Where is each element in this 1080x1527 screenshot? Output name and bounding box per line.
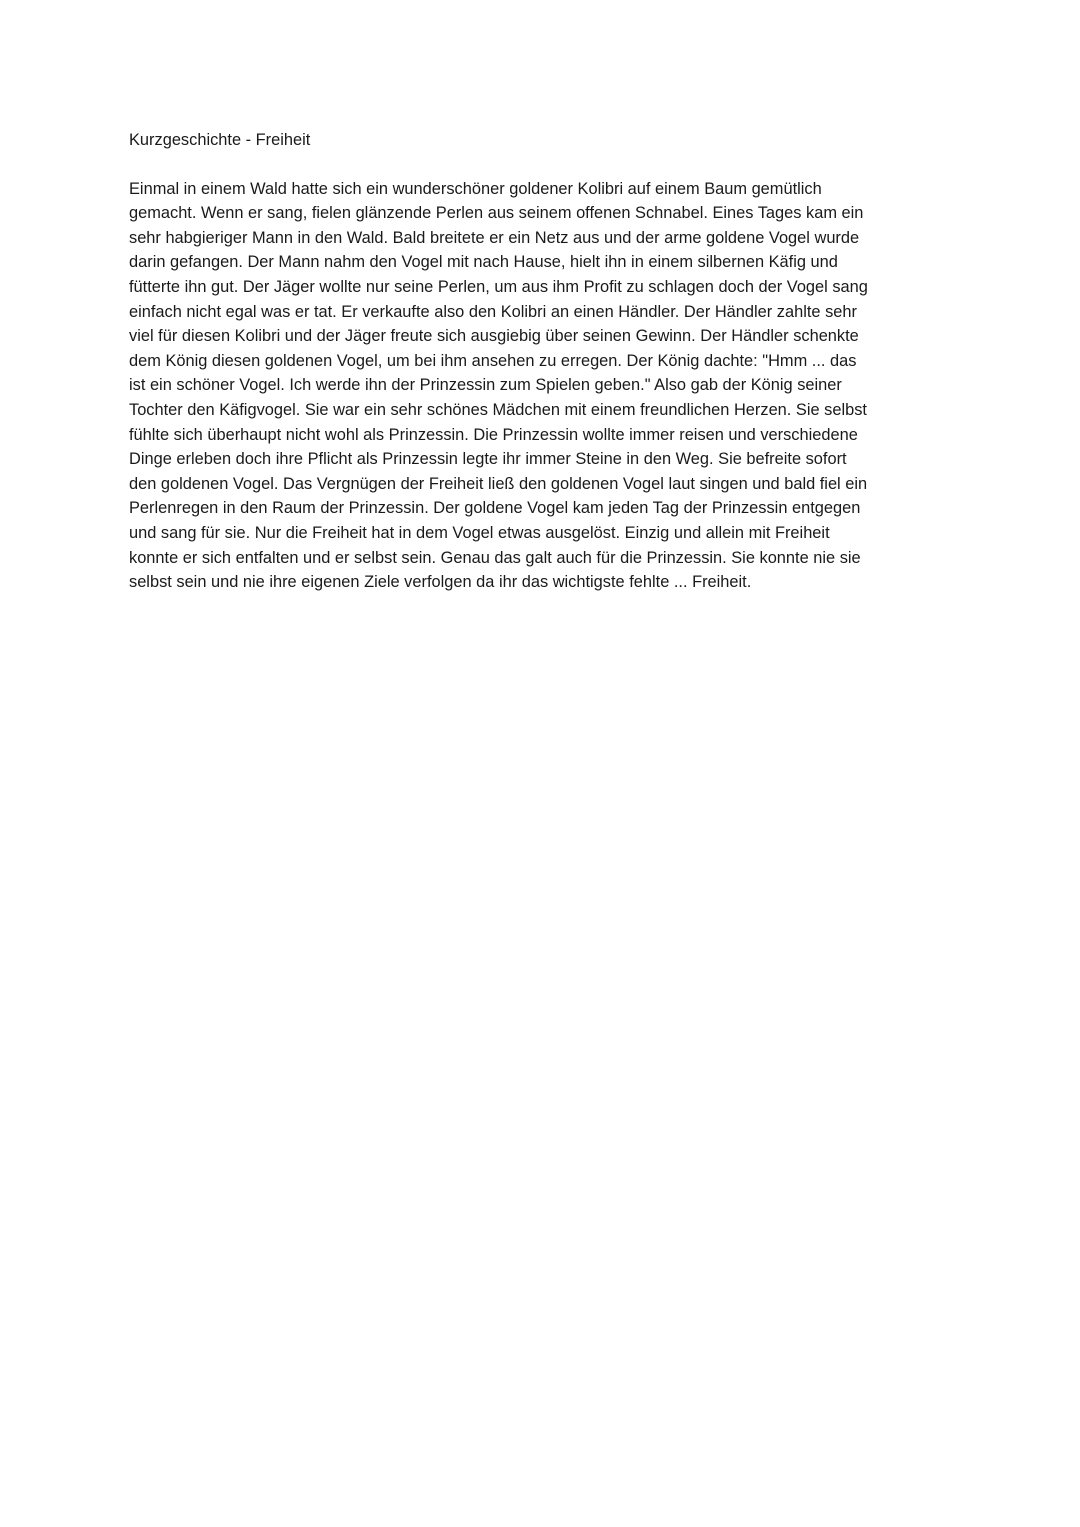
text-line: ist ein schöner Vogel. Ich werde ihn der Prinzessin zum Spielen geben." Also gab der König seiner — [129, 376, 842, 395]
text-line: darin gefangen. Der Mann nahm den Vogel mit nach Hause, hielt ihn in einem silbernen Käfig und — [129, 253, 838, 272]
text-line: fütterte ihn gut. Der Jäger wollte nur seine Perlen, um aus ihm Profit zu schlagen doch der Vogel sang — [129, 277, 868, 296]
story-paragraph — [129, 177, 959, 595]
text-line: dem König diesen goldenen Vogel, um bei ihm ansehen zu erregen. Der König dachte: "Hmm ... das — [129, 351, 857, 370]
text-line: gemacht. Wenn er sang, fielen glänzende Perlen aus seinem offenen Schnabel. Eines Tages kam ein — [129, 204, 864, 223]
text-line: Tochter den Käfigvogel. Sie war ein sehr schönes Mädchen mit einem freundlichen Herzen. Sie selbst — [129, 400, 867, 419]
text-line: sehr habgieriger Mann in den Wald. Bald breitete er ein Netz aus und der arme goldene Vogel wurde — [129, 228, 860, 247]
text-line: Dinge erleben doch ihre Pflicht als Prinzessin legte ihr immer Steine in den Weg. Sie befreite sofort — [129, 450, 847, 469]
document-title: Kurzgeschichte - Freiheit — [129, 131, 311, 149]
text-line: den goldenen Vogel. Das Vergnügen der Freiheit ließ den goldenen Vogel laut singen und bald fiel ein — [129, 474, 868, 493]
text-line: viel für diesen Kolibri und der Jäger freute sich ausgiebig über seinen Gewinn. Der Händler schenkte — [129, 327, 859, 346]
text-line: Perlenregen in den Raum der Prinzessin. Der goldene Vogel kam jeden Tag der Prinzessin entgegen — [129, 499, 861, 518]
text-line: konnte er sich entfalten und er selbst sein. Genau das galt auch für die Prinzessin. Sie konnte nie sie — [129, 548, 861, 567]
text-line: selbst sein und nie ihre eigenen Ziele verfolgen da ihr das wichtigste fehlte ... Freiheit. — [129, 573, 752, 592]
text-line: einfach nicht egal was er tat. Er verkaufte also den Kolibri an einen Händler. Der Händler zahlte sehr — [129, 302, 857, 321]
text-line: und sang für sie. Nur die Freiheit hat in dem Vogel etwas ausgelöst. Einzig und allein mit Freiheit — [129, 523, 830, 542]
document-content — [129, 128, 959, 595]
text-line: fühlte sich überhaupt nicht wohl als Prinzessin. Die Prinzessin wollte immer reisen und verschiedene — [129, 425, 858, 444]
text-line: Einmal in einem Wald hatte sich ein wunderschöner goldener Kolibri auf einem Baum gemütlich — [129, 179, 822, 198]
